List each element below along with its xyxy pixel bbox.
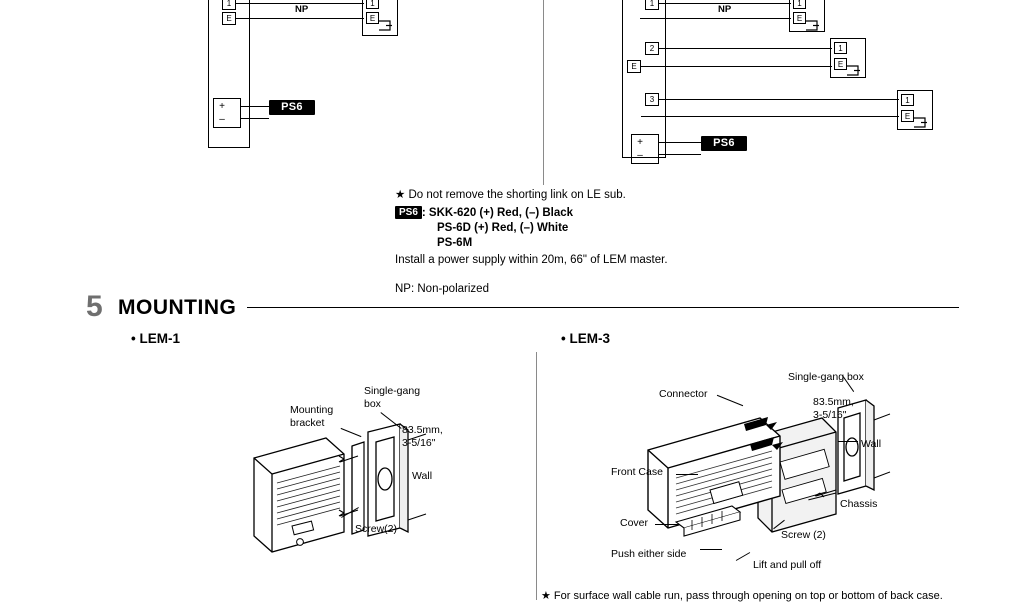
callout-screw: Screw(2): [355, 523, 398, 535]
shorting-link-3: [913, 115, 931, 131]
power-minus-left: –: [219, 114, 225, 125]
callout-dimension: 83.5mm, 3-5/16": [402, 424, 443, 449]
remote-terminal-1: 1: [366, 0, 379, 9]
power-wire-plus-right: [659, 142, 701, 143]
callout-single-gang-box: Single-gang box: [364, 385, 421, 410]
note-shorting-link: ★ Do not remove the shorting link on LE sub.: [395, 189, 626, 201]
callout-connector: Connector: [659, 388, 708, 400]
section-number: 5: [86, 290, 103, 323]
np-label-right: NP: [718, 4, 732, 15]
ps6-badge-left: PS6: [269, 100, 315, 115]
wire-e-1: [640, 18, 791, 19]
mounting-separator: [536, 352, 537, 600]
power-plus-left: +: [219, 101, 225, 112]
note-install-power-supply: Install a power supply within 20m, 66" of LEM master.: [395, 254, 668, 266]
terminal-2: 2: [645, 42, 659, 55]
remote-terminal-e: E: [366, 12, 379, 24]
callout-cover: Cover: [620, 517, 649, 529]
page-title: MOUNTING: [118, 296, 237, 319]
callout-single-gang-box: Single-gang box: [788, 371, 864, 383]
power-wire-plus-left: [241, 106, 269, 107]
ps6-badge-right: PS6: [701, 136, 747, 151]
shorting-link-2: [846, 63, 864, 79]
lem3-artwork: [640, 378, 900, 573]
terminal-3: 3: [645, 93, 659, 106]
callout-front-case: Front Case: [611, 466, 663, 478]
power-wire-minus-right: [659, 154, 701, 155]
leader-push-either-side: [700, 549, 722, 550]
section-rule: [247, 307, 959, 308]
power-plus-right: +: [637, 137, 643, 148]
remote-3-terminal-1: 1: [901, 94, 914, 106]
ps6-badge-note: PS6: [395, 206, 422, 219]
wire-e-2: [641, 66, 832, 67]
subhead-lem-3: • LEM-3: [561, 331, 610, 346]
note-ps6-line-1: : SKK-620 (+) Red, (–) Black: [421, 207, 574, 219]
wire-2: [659, 48, 832, 49]
note-np: NP: Non-polarized: [395, 283, 489, 295]
note-ps6-line-2: PS-6D (+) Red, (–) White: [437, 222, 569, 234]
note-ps6-line-3: PS-6M: [437, 237, 473, 249]
leader-cover: [655, 524, 679, 525]
remote-1-terminal-e: E: [793, 12, 806, 24]
leader-wall: [838, 441, 858, 442]
shorting-link-1: [805, 18, 823, 34]
terminal-1: 1: [645, 0, 659, 10]
power-minus-right: –: [637, 150, 643, 161]
wire-e-3: [641, 116, 899, 117]
terminal-e: E: [222, 12, 236, 25]
callout-chassis: Chassis: [840, 498, 878, 510]
wire-e: [236, 18, 364, 19]
terminal-1: 1: [222, 0, 236, 10]
shorting-link-left: [378, 18, 396, 34]
subhead-lem-1: • LEM-1: [131, 331, 180, 346]
callout-dimension: 83.5mm, 3-5/16": [813, 396, 854, 421]
callout-mounting-bracket: Mounting bracket: [290, 404, 334, 429]
remote-3-terminal-e: E: [901, 110, 914, 122]
callout-wall: Wall: [861, 438, 882, 450]
power-wire-minus-left: [241, 118, 269, 119]
notes-block: [395, 188, 875, 297]
note-ps6-row: [395, 206, 875, 221]
remote-1-terminal-1: 1: [793, 0, 806, 9]
bottom-note: ★ For surface wall cable run, pass through opening on top or bottom of back case.: [541, 590, 943, 602]
remote-2-terminal-e: E: [834, 58, 847, 70]
terminal-e-2: E: [627, 60, 641, 73]
remote-2-terminal-1: 1: [834, 42, 847, 54]
np-label-left: NP: [295, 4, 309, 15]
wire-3: [659, 99, 899, 100]
callout-screw: Screw (2): [781, 529, 826, 541]
leader-front-case: [676, 474, 698, 475]
callout-lift-and-pull-off: Lift and pull off: [753, 559, 822, 571]
diagram-separator: [543, 0, 544, 185]
callout-wall: Wall: [412, 470, 433, 482]
callout-push-either-side: Push either side: [611, 548, 687, 560]
